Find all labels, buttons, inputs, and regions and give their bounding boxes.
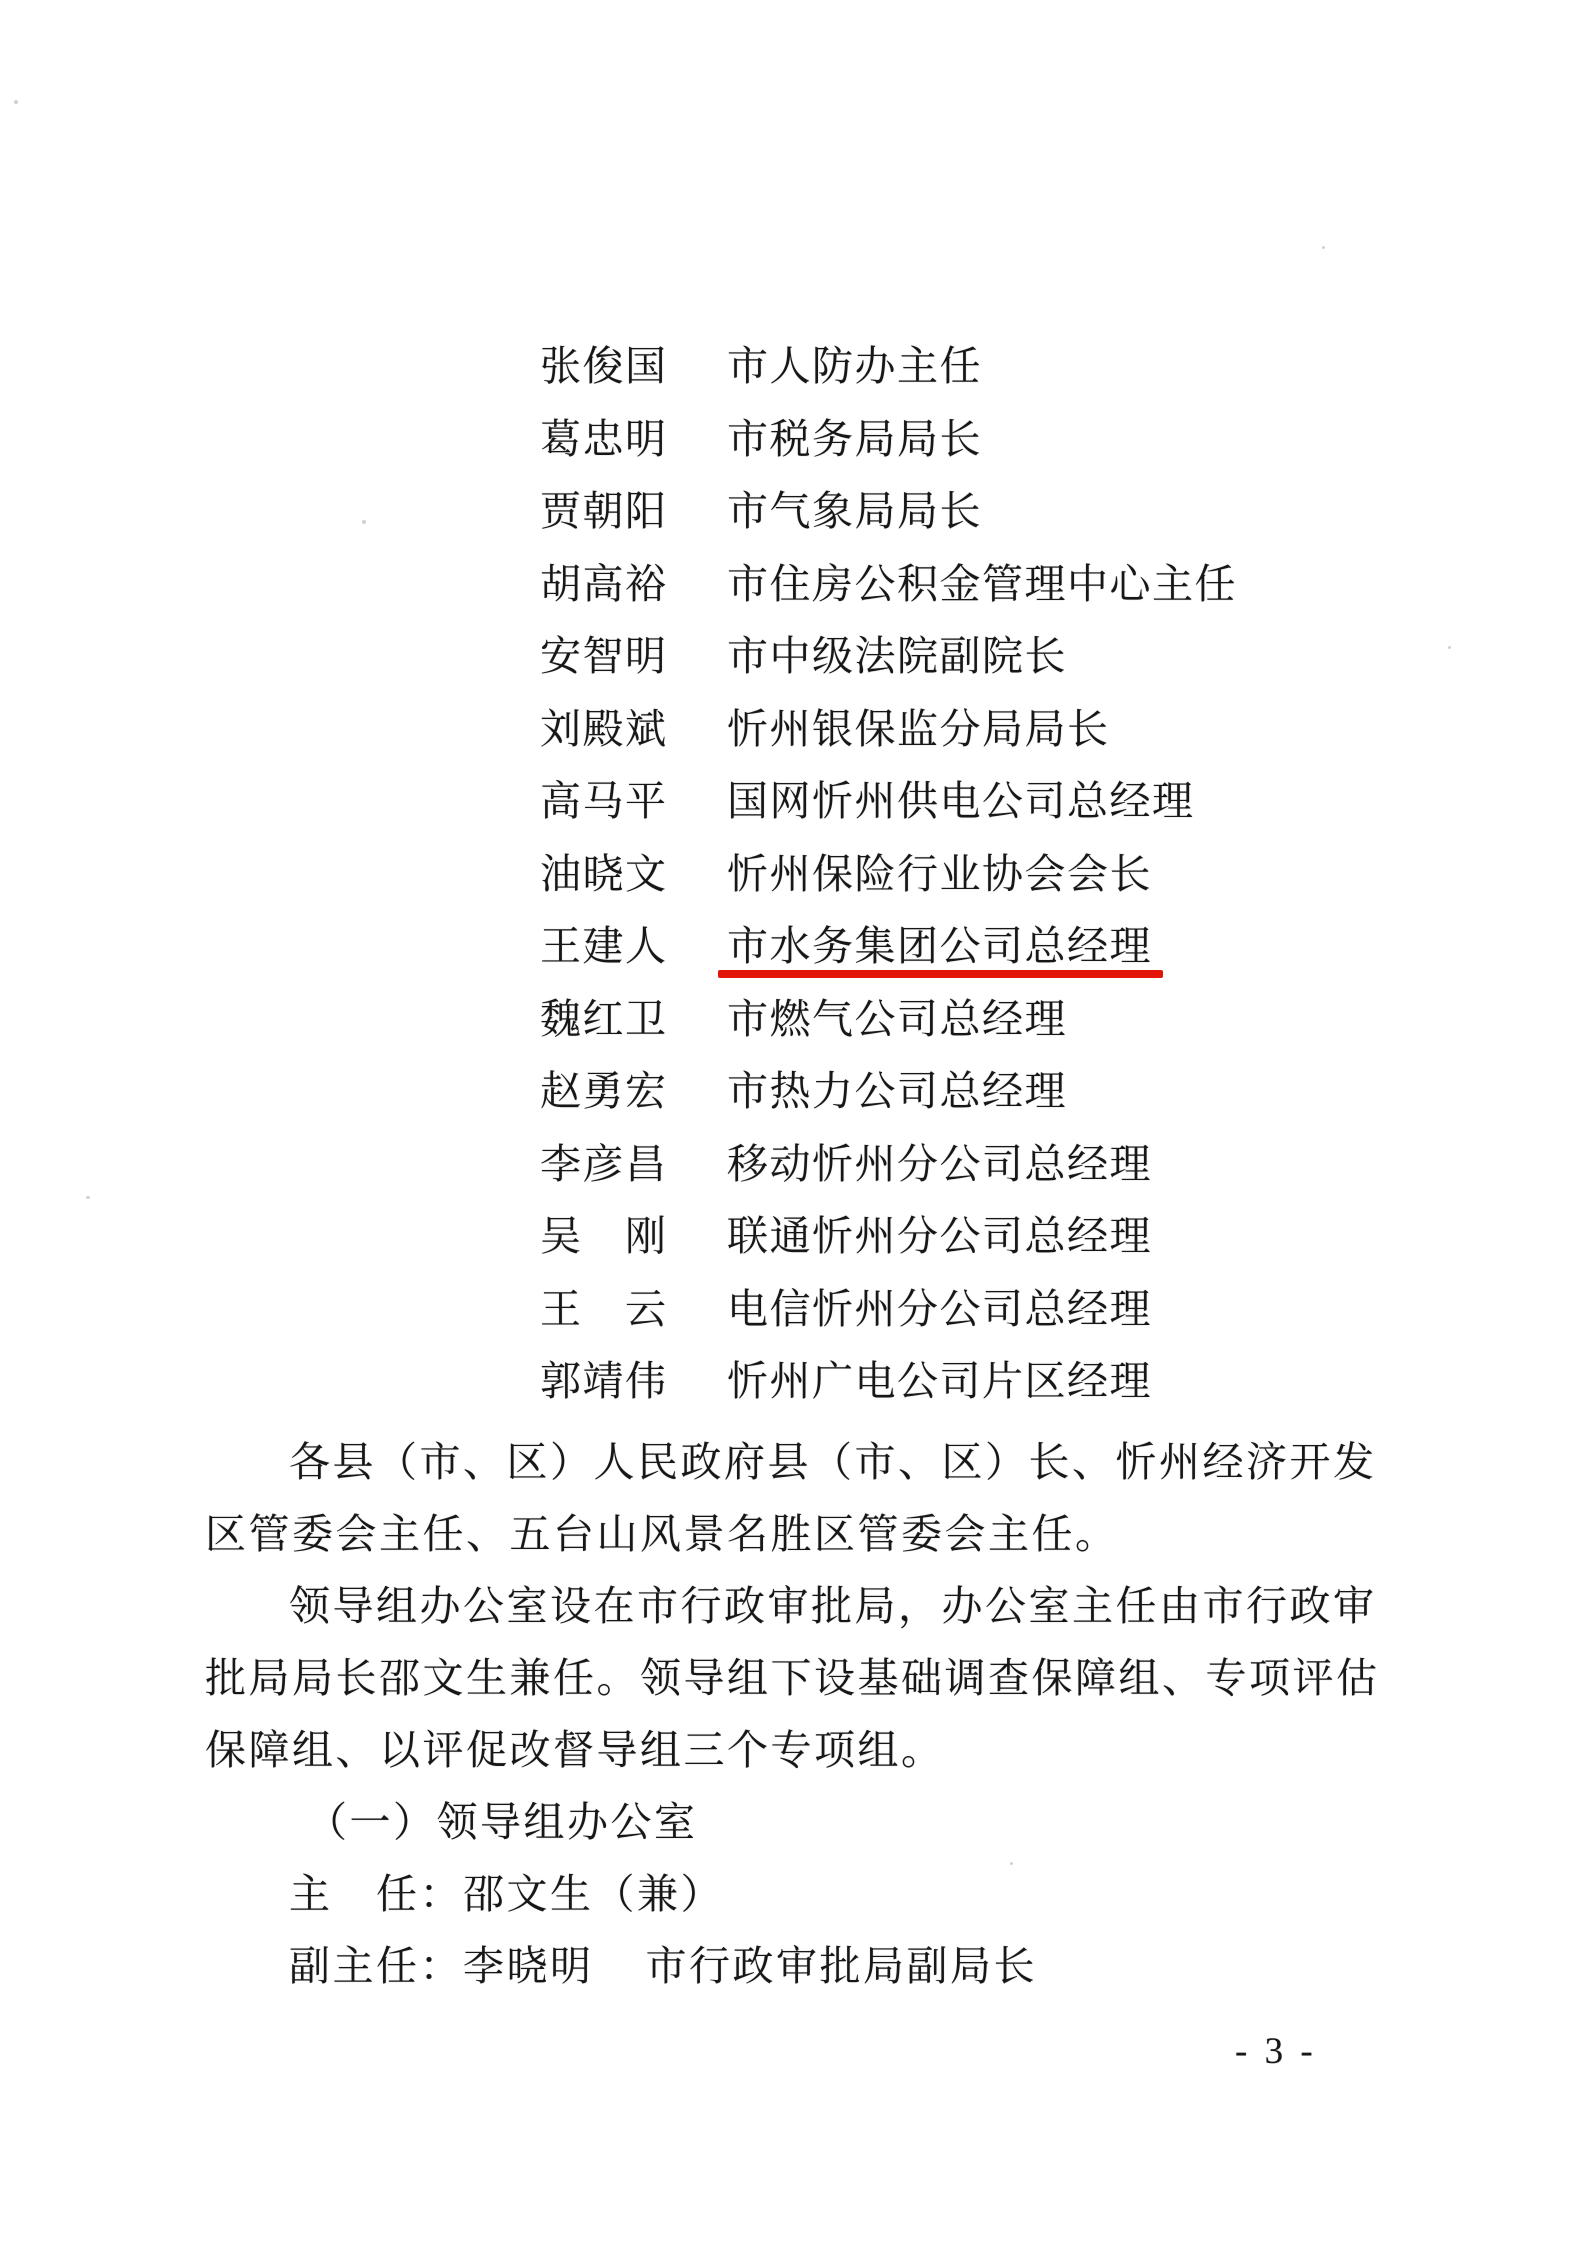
scan-speck — [86, 1196, 90, 1199]
roster-row — [0, 1128, 1586, 1201]
paragraph2-line3: 保障组、以评促改督导组三个专项组。 — [205, 1727, 945, 1773]
roster-row — [0, 983, 1586, 1056]
section-heading: （一）领导组办公室 — [306, 1799, 698, 1845]
member-name: 李彦昌 — [540, 1140, 668, 1187]
member-name: 张俊国 — [540, 343, 668, 389]
paragraph2-line1: 领导组办公室设在市行政审批局，办公室主任由市行政审 — [289, 1583, 1377, 1629]
member-name: 高马平 — [540, 778, 668, 824]
roster-row — [0, 1345, 1586, 1418]
leading-group-member-roster — [0, 330, 1586, 1418]
member-name: 安智明 — [540, 633, 668, 679]
director-label: 主 任： — [289, 1871, 463, 1917]
member-title: 市住房公积金管理中心主任 — [727, 560, 1237, 607]
roster-row — [0, 1273, 1586, 1346]
red-underline-annotation — [718, 970, 1163, 978]
member-title: 国网忻州供电公司总经理 — [727, 778, 1195, 824]
director-line — [205, 1858, 1435, 1930]
roster-row — [0, 1200, 1586, 1273]
member-name: 王 云 — [540, 1285, 668, 1332]
member-name: 赵勇宏 — [540, 1068, 668, 1114]
member-name: 王建人 — [540, 923, 668, 969]
member-title: 移动忻州分公司总经理 — [727, 1140, 1152, 1187]
deputy-title: 市行政审批局副局长 — [645, 1943, 1037, 1989]
page-number: - 3 - — [1235, 2031, 1317, 2072]
roster-row — [0, 620, 1586, 693]
member-title: 忻州保险行业协会会长 — [727, 850, 1152, 897]
roster-row — [0, 693, 1586, 766]
deputy-line — [205, 1930, 1435, 2002]
member-title: 市燃气公司总经理 — [727, 995, 1067, 1042]
member-name: 贾朝阳 — [540, 488, 668, 534]
member-name: 魏红卫 — [540, 995, 668, 1042]
member-title: 联通忻州分公司总经理 — [727, 1213, 1152, 1259]
member-name: 胡高裕 — [540, 560, 668, 607]
member-title: 电信忻州分公司总经理 — [727, 1285, 1152, 1332]
member-name: 葛忠明 — [540, 415, 668, 462]
paragraph1-line1: 各县（市、区）人民政府县（市、区）长、忻州经济开发 — [289, 1439, 1377, 1485]
roster-row — [0, 475, 1586, 548]
deputy-label: 副主任： — [289, 1943, 463, 1989]
roster-row — [0, 765, 1586, 838]
member-title: 忻州广电公司片区经理 — [727, 1358, 1152, 1404]
paragraph2-line2: 批局局长邵文生兼任。领导组下设基础调查保障组、专项评估 — [205, 1655, 1380, 1701]
member-name: 油晓文 — [540, 850, 668, 897]
roster-row — [0, 403, 1586, 476]
member-title: 市气象局局长 — [727, 488, 982, 534]
body-text — [205, 1426, 1435, 2002]
scan-speck — [1448, 646, 1451, 649]
member-name: 吴 刚 — [540, 1213, 668, 1259]
member-title: 市中级法院副院长 — [727, 633, 1067, 679]
roster-row — [0, 330, 1586, 403]
roster-row — [0, 548, 1586, 621]
paragraph1-line2: 区管委会主任、五台山风景名胜区管委会主任。 — [205, 1511, 1119, 1557]
scan-speck — [1322, 246, 1325, 249]
member-title: 市税务局局长 — [727, 415, 982, 462]
director-name: 邵文生（兼） — [463, 1871, 724, 1917]
member-title: 忻州银保监分局局长 — [727, 705, 1110, 752]
member-title: 市人防办主任 — [727, 343, 982, 389]
roster-row — [0, 1055, 1586, 1128]
scan-speck — [1010, 1862, 1013, 1865]
member-name: 郭靖伟 — [540, 1358, 668, 1404]
roster-row-highlighted — [0, 910, 1586, 983]
scan-speck — [362, 520, 366, 524]
deputy-name: 李晓明 — [463, 1943, 594, 1989]
member-title: 市水务集团公司总经理 — [727, 923, 1152, 969]
scan-speck — [14, 100, 18, 104]
member-title: 市热力公司总经理 — [727, 1068, 1067, 1114]
member-name: 刘殿斌 — [540, 705, 668, 752]
roster-row — [0, 838, 1586, 911]
